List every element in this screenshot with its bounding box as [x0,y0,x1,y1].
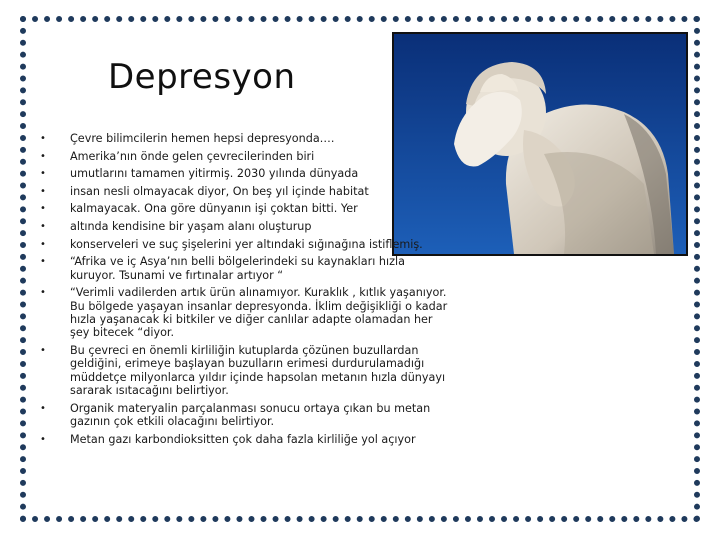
bullet-item: • Bu çevreci en önemli kirliliğin kutuplarda çözünen buzullardan geldiğini, erimeye başlayan buzulların erimesi durdurulamadığı müddetçe milyonlarca yıldır içinde hapsolan metanın hızla dünyayı sararak ısıtacağını belirtiyor. [40,344,500,398]
bullet-item: • Çevre bilimcilerin hemen hepsi depresyonda…. [40,132,500,145]
bullet-item: • umutlarını tamamen yitirmiş. 2030 yılında dünyada [40,167,500,180]
bullet-list [40,132,500,450]
bullet-item: • Organik materyalin parçalanması sonucu ortaya çıkan bu metan gazının çok etkili olacağını belirtiyor. [40,402,500,429]
bullet-item: • Amerika’nın önde gelen çevrecilerinden biri [40,150,500,163]
bullet-item: • altında kendisine bir yaşam alanı oluşturup [40,220,500,233]
bullet-item: • “Verimli vadilerden artık ürün alınamıyor. Kuraklık , kıtlık yaşanıyor. Bu bölgede yaşayan insanlar depresyonda. İklim değişikliği o kadar hızla yaşanacak ki bitkiler ve diğer canlılar adapte olamadan her şey bitecek “diyor. [40,286,500,340]
bullet-item: • “Afrika ve iç Asya’nın belli bölgelerindeki su kaynakları hızla kuruyor. Tsunami ve fırtınalar artıyor “ [40,255,500,282]
slide-title: Depresyon [108,57,296,97]
bullet-item: • Metan gazı karbondioksitten çok daha fazla kirliliğe yol açıyor [40,433,500,446]
bullet-item: • insan nesli olmayacak diyor, On beş yıl içinde habitat [40,185,500,198]
bullet-item: • kalmayacak. Ona göre dünyanın işi çoktan bitti. Yer [40,202,500,215]
bullet-item: • konserveleri ve suç şişelerini yer altındaki sığınağına istiflemiş. [40,238,500,251]
